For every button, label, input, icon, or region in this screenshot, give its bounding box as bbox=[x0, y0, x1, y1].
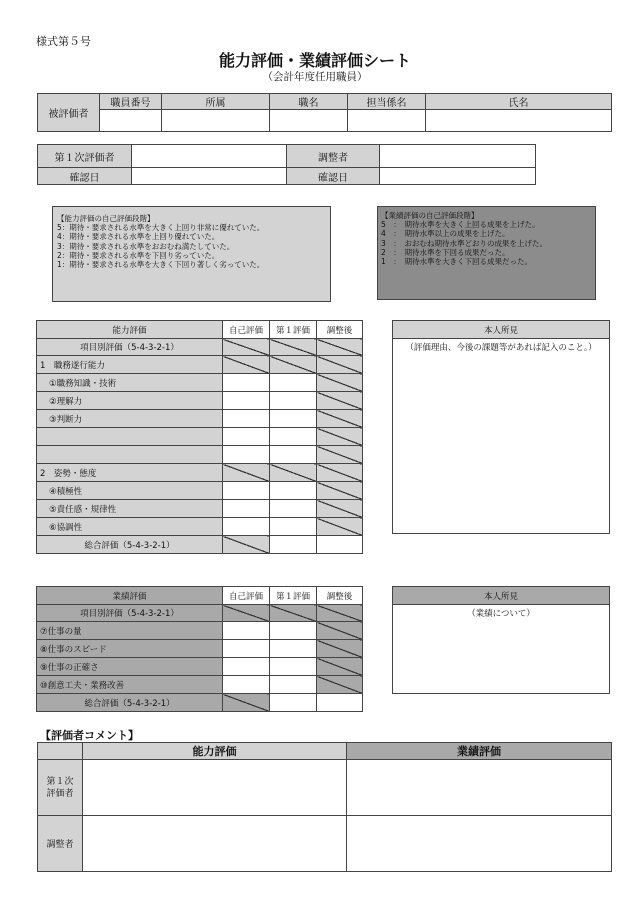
department-field[interactable] bbox=[162, 110, 270, 132]
first-evaluator-field[interactable] bbox=[132, 145, 287, 168]
perf-header: 業績評価 bbox=[37, 587, 223, 605]
item-work-speed: ⑧仕事のスピード bbox=[37, 640, 223, 658]
confirm-date-field-2[interactable] bbox=[380, 168, 536, 185]
adjuster-field[interactable] bbox=[380, 145, 536, 168]
opinion-note: （業績について） bbox=[393, 605, 610, 622]
corner-cell bbox=[38, 743, 83, 760]
form-number: 様式第５号 bbox=[36, 35, 91, 48]
disabled-cell bbox=[317, 622, 363, 640]
item-cooperation: ⑥協調性 bbox=[37, 518, 223, 536]
first-total-cell[interactable] bbox=[270, 536, 317, 554]
disabled-cell bbox=[317, 446, 363, 464]
col-name: 氏名 bbox=[426, 94, 612, 110]
comments-title: 【評価者コメント】 bbox=[40, 729, 139, 742]
perf-scale-line: 2 ： 期待水準を下回る成果だった。 bbox=[381, 247, 510, 257]
ability-scale-line: 4：期待・要求される水準を上回り優れていた。 bbox=[57, 232, 220, 242]
adjuster-label: 調整者 bbox=[287, 145, 380, 168]
disabled-cell bbox=[223, 536, 270, 554]
self-eval-cell[interactable] bbox=[223, 622, 270, 640]
page-subtitle: （会計年度任用職員） bbox=[262, 71, 368, 83]
first-ability-comment[interactable] bbox=[83, 760, 347, 816]
disabled-cell bbox=[317, 392, 363, 410]
ability-header: 能力評価 bbox=[37, 321, 223, 339]
self-opinion-ability bbox=[392, 320, 610, 534]
opinion-text-area[interactable] bbox=[393, 356, 610, 534]
self-eval-cell[interactable] bbox=[223, 374, 270, 392]
ability-total-label: 総合評価（5-4-3-2-1） bbox=[37, 536, 223, 554]
item-knowledge: ①職務知識・技術 bbox=[37, 374, 223, 392]
self-opinion-performance bbox=[392, 586, 610, 694]
evaluatee-label: 被評価者 bbox=[38, 94, 100, 132]
first-evaluator-label: 第１次評価者 bbox=[38, 145, 132, 168]
col-staff-number: 職員番号 bbox=[100, 94, 162, 110]
disabled-cell bbox=[223, 464, 270, 482]
disabled-cell bbox=[317, 464, 363, 482]
adjuster-performance-comment[interactable] bbox=[347, 816, 612, 872]
ability-scale-line: 1：期待・要求される水準を大きく下回り著しく劣っていた。 bbox=[57, 260, 265, 270]
row-first-evaluator bbox=[38, 760, 83, 816]
blank-item bbox=[37, 428, 223, 446]
col-first-eval: 第１評価 bbox=[270, 321, 317, 339]
item-judgment: ③判断力 bbox=[37, 410, 223, 428]
first-eval-cell[interactable] bbox=[270, 658, 317, 676]
job-title-field[interactable] bbox=[270, 110, 348, 132]
first-eval-cell[interactable] bbox=[270, 518, 317, 536]
col-performance: 業績評価 bbox=[347, 743, 612, 760]
col-ability: 能力評価 bbox=[83, 743, 347, 760]
ability-scale-line: 3：期待・要求される水準をおおむね満たしていた。 bbox=[57, 241, 235, 251]
ability-table bbox=[36, 320, 363, 554]
confirm-date-field-1[interactable] bbox=[132, 168, 287, 185]
disabled-cell bbox=[270, 464, 317, 482]
col-self-eval: 自己評価 bbox=[223, 321, 270, 339]
opinion-header: 本人所見 bbox=[393, 321, 610, 339]
self-eval-cell[interactable] bbox=[223, 518, 270, 536]
self-eval-cell[interactable] bbox=[223, 410, 270, 428]
confirm-date-label-2: 確認日 bbox=[287, 168, 380, 185]
disabled-cell bbox=[270, 605, 317, 622]
self-eval-cell[interactable] bbox=[223, 676, 270, 694]
disabled-cell bbox=[317, 428, 363, 446]
perf-scale-line: 4 ： 期待水準以上の成果を上げた。 bbox=[381, 229, 510, 239]
ability-scale-box bbox=[52, 206, 331, 302]
item-responsibility: ⑤責任感・規律性 bbox=[37, 500, 223, 518]
ability-scale-line: 2：期待・要求される水準を下回り劣っていた。 bbox=[57, 250, 220, 260]
disabled-cell bbox=[317, 605, 363, 622]
disabled-cell bbox=[317, 658, 363, 676]
row-first-evaluator-line1: 第１次 bbox=[46, 776, 74, 787]
item-improvement: ⑩創意工夫・業務改善 bbox=[37, 676, 223, 694]
perf-scale-title: 【業績評価の自己評価段階】 bbox=[381, 211, 479, 220]
disabled-cell bbox=[317, 356, 363, 374]
first-eval-cell[interactable] bbox=[270, 482, 317, 500]
page-title: 能力評価・業績評価シート bbox=[218, 51, 411, 70]
item-understanding: ②理解力 bbox=[37, 392, 223, 410]
self-eval-cell[interactable] bbox=[223, 392, 270, 410]
first-total-cell[interactable] bbox=[270, 694, 317, 712]
perf-scale-line: 1 ： 期待水準を大きく下回る成果だった。 bbox=[381, 257, 533, 267]
item-initiative: ④積極性 bbox=[37, 482, 223, 500]
evaluatee-table bbox=[37, 93, 612, 132]
first-eval-cell[interactable] bbox=[270, 428, 317, 446]
disabled-cell bbox=[317, 640, 363, 658]
row-first-evaluator-line2: 評価者 bbox=[46, 788, 74, 799]
perf-scale-line: 3 ： おおむね期待水準どおりの成果を上げた。 bbox=[381, 238, 548, 248]
col-adjusted: 調整後 bbox=[317, 587, 363, 605]
opinion-text-area[interactable] bbox=[393, 622, 610, 694]
first-eval-cell[interactable] bbox=[270, 500, 317, 518]
col-adjusted: 調整後 bbox=[317, 321, 363, 339]
adjusted-total-cell[interactable] bbox=[317, 536, 363, 554]
disabled-cell bbox=[317, 410, 363, 428]
confirm-date-label-1: 確認日 bbox=[38, 168, 132, 185]
group-attitude: 2 姿勢・態度 bbox=[37, 464, 223, 482]
first-eval-cell[interactable] bbox=[270, 374, 317, 392]
adjusted-total-cell[interactable] bbox=[317, 694, 363, 712]
item-work-volume: ⑦仕事の量 bbox=[37, 622, 223, 640]
section-field[interactable] bbox=[348, 110, 426, 132]
col-self-eval: 自己評価 bbox=[223, 587, 270, 605]
disabled-cell bbox=[223, 605, 270, 622]
disabled-cell bbox=[317, 339, 363, 356]
opinion-note: （評価理由、今後の課題等があれば記入のこと。） bbox=[393, 339, 610, 356]
col-section: 担当係名 bbox=[348, 94, 426, 110]
disabled-cell bbox=[223, 339, 270, 356]
disabled-cell bbox=[223, 694, 270, 712]
first-eval-cell[interactable] bbox=[270, 676, 317, 694]
item-eval-label: 項目別評価（5-4-3-2-1） bbox=[37, 339, 223, 356]
evaluators-table bbox=[37, 144, 536, 185]
blank-item bbox=[37, 446, 223, 464]
self-eval-cell[interactable] bbox=[223, 500, 270, 518]
disabled-cell bbox=[317, 676, 363, 694]
self-eval-cell[interactable] bbox=[223, 428, 270, 446]
first-performance-comment[interactable] bbox=[347, 760, 612, 816]
disabled-cell bbox=[317, 374, 363, 392]
row-adjuster: 調整者 bbox=[38, 816, 83, 872]
self-eval-cell[interactable] bbox=[223, 658, 270, 676]
perf-scale-line: 5 ： 期待水準を大きく上回る成果を上げた。 bbox=[381, 220, 540, 230]
first-eval-cell[interactable] bbox=[270, 410, 317, 428]
item-work-accuracy: ⑨仕事の正確さ bbox=[37, 658, 223, 676]
opinion-header: 本人所見 bbox=[393, 587, 610, 605]
ability-scale-title: 【能力評価の自己評価段階】 bbox=[57, 214, 155, 223]
ability-scale-line: 5：期待・要求される水準を大きく上回り非常に優れていた。 bbox=[57, 223, 265, 233]
self-eval-cell[interactable] bbox=[223, 446, 270, 464]
first-eval-cell[interactable] bbox=[270, 392, 317, 410]
col-department: 所属 bbox=[162, 94, 270, 110]
disabled-cell bbox=[270, 356, 317, 374]
evaluator-comments-table bbox=[37, 742, 612, 872]
disabled-cell bbox=[270, 339, 317, 356]
perf-scale-box bbox=[377, 206, 596, 300]
col-first-eval: 第１評価 bbox=[270, 587, 317, 605]
first-eval-cell[interactable] bbox=[270, 446, 317, 464]
staff-number-field[interactable] bbox=[100, 110, 162, 132]
col-job-title: 職名 bbox=[270, 94, 348, 110]
first-eval-cell[interactable] bbox=[270, 622, 317, 640]
first-eval-cell[interactable] bbox=[270, 640, 317, 658]
perf-table bbox=[36, 586, 363, 712]
disabled-cell bbox=[317, 518, 363, 536]
adjuster-ability-comment[interactable] bbox=[83, 816, 347, 872]
disabled-cell bbox=[223, 356, 270, 374]
disabled-cell bbox=[317, 482, 363, 500]
item-eval-label: 項目別評価（5-4-3-2-1） bbox=[37, 605, 223, 622]
self-eval-cell[interactable] bbox=[223, 640, 270, 658]
name-field[interactable] bbox=[426, 110, 612, 132]
disabled-cell bbox=[317, 500, 363, 518]
group-job-ability: 1 職務遂行能力 bbox=[37, 356, 223, 374]
self-eval-cell[interactable] bbox=[223, 482, 270, 500]
perf-total-label: 総合評価（5-4-3-2-1） bbox=[37, 694, 223, 712]
